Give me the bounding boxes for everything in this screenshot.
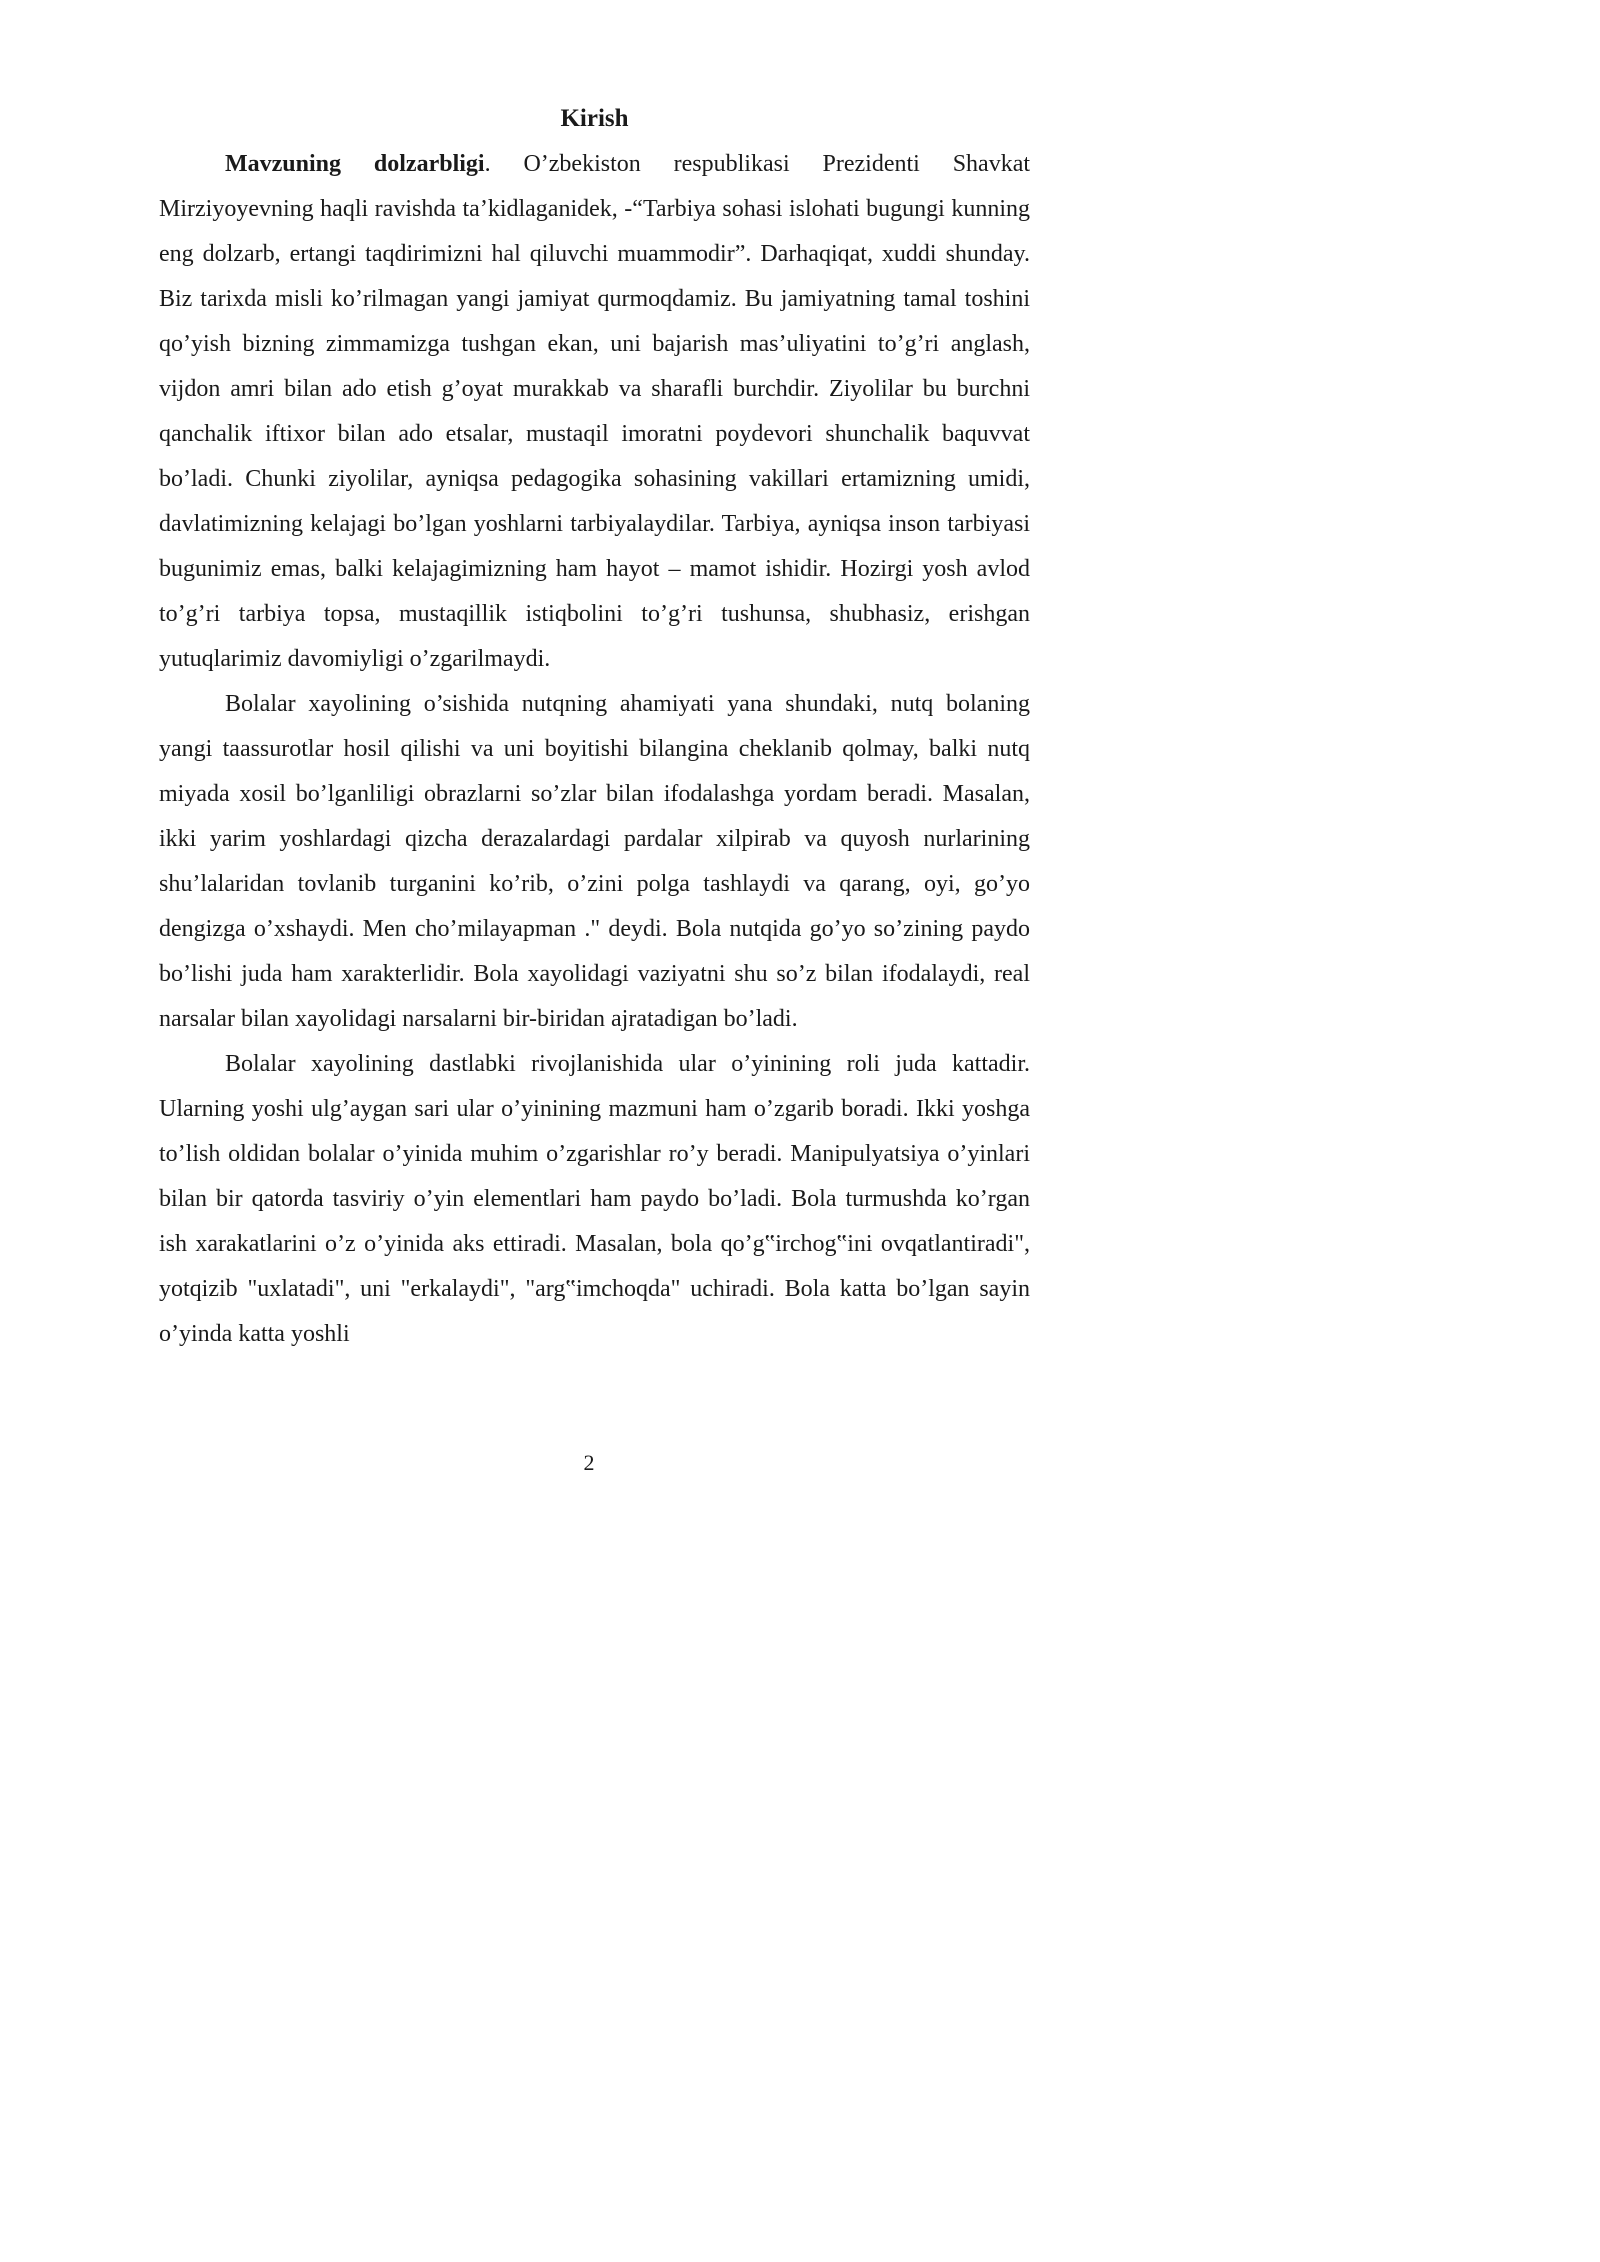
body-text [159, 142, 1030, 1357]
document-page [0, 0, 1100, 1555]
page-number: 2 [583, 1450, 595, 1475]
paragraph-relevance [159, 142, 1030, 682]
paragraph-speech [159, 682, 1030, 1042]
paragraph-text: Bolalar xayolining o’sishida nutqning ahamiyati yana shundaki, nutq bolaning yangi taassurotlar hosil qilishi va uni boyitishi bilangina cheklanib qolmay, balki nutq miyada xosil bo’lganliligi obrazlarni so’zlar bilan ifodalashga yordam beradi. Masalan, ikki yarim yoshlardagi qizcha derazalardagi pardalar xilpirab va quyosh nurlarining shu’lalaridan tovlanib turganini ko’rib, o’zini polga tashlaydi va qarang, oyi, go’yo dengizga o’xshaydi. Men cho’milayapman ." deydi. Bola nutqida go’yo so’zining paydo bo’lishi juda ham xarakterlidir. Bola xayolidagi vaziyatni shu so’z bilan ifodalaydi, real narsalar bilan xayolidagi narsalarni bir-biridan ajratadigan bo’ladi. [159, 691, 1030, 1032]
paragraph-text: Bolalar xayolining dastlabki rivojlanishida ular o’yinining roli juda kattadir. Ularning yoshi ulg’aygan sari ular o’yinining mazmuni ham o’zgarib boradi. Ikki yoshga to’lish oldidan bolalar o’yinida muhim o’zgarishlar ro’y beradi. Manipulyatsiya o’yinlari bilan bir qatorda tasviriy o’yin elementlari ham paydo bo’ladi. Bola turmushda ko’rgan ish xarakatlarini o’z o’yinida aks ettiradi. Masalan, bola qo’g‟irchog‟ini ovqatlantiradi", yotqizib "uxlatadi", uni "erkalaydi", "arg‟imchoqda" uchiradi. Bola katta bo’lgan sayin o’yinda katta yoshli [159, 1051, 1030, 1347]
paragraph-text: . O’zbekiston respublikasi Prezidenti Shavkat Mirziyoyevning haqli ravishda ta’kidlaganidek, -“Tarbiya sohasi islohati bugungi kunning eng dolzarb, ertangi taqdirimizni hal qiluvchi muammodir”. Darhaqiqat, xuddi shunday. Biz tarixda misli ko’rilmagan yangi jamiyat qurmoqdamiz. Bu jamiyatning tamal toshini qo’yish bizning zimmamizga tushgan ekan, uni bajarish mas’uliyatini to’g’ri anglash, vijdon amri bilan ado etish g’oyat murakkab va sharafli burchdir. Ziyolilar bu burchni qanchalik iftixor bilan ado etsalar, mustaqil imoratni poydevori shunchalik baquvvat bo’ladi. Chunki ziyolilar, ayniqsa pedagogika sohasining vakillari ertamizning umidi, davlatimizning kelajagi bo’lgan yoshlarni tarbiyalaydilar. Tarbiya, ayniqsa inson tarbiyasi bugunimiz emas, balki kelajagimizning ham hayot – mamot ishidir. Hozirgi yosh avlod to’g’ri tarbiya topsa, mustaqillik istiqbolini to’g’ri tushunsa, shubhasiz, erishgan yutuqlarimiz davomiyligi o’zgarilmaydi. [159, 151, 1031, 672]
paragraph-lead: Mavzuning dolzarbligi [225, 151, 485, 177]
section-title: Kirish [560, 105, 629, 132]
paragraph-play [159, 1042, 1030, 1357]
